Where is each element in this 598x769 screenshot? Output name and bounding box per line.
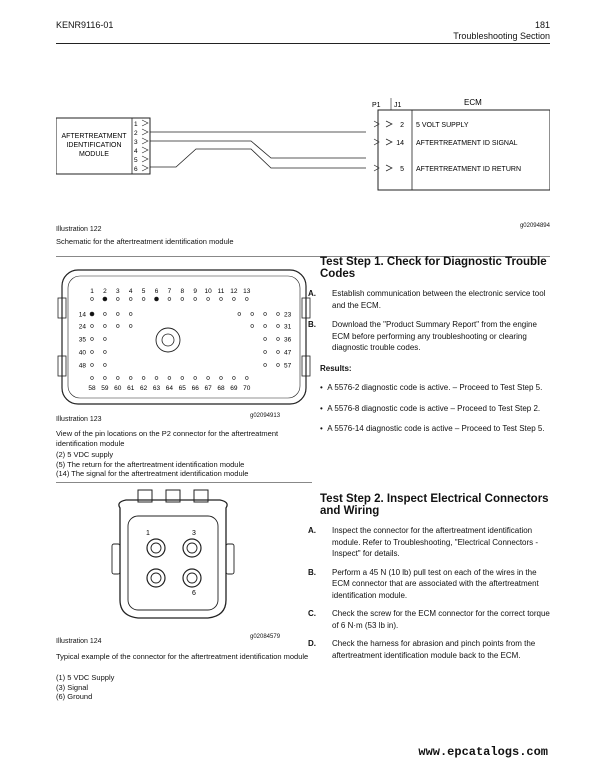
module-pin-4: 4: [134, 148, 138, 155]
p2-pin-number-61: 61: [127, 385, 135, 392]
p2-pin: [233, 298, 236, 301]
j1-label: J1: [394, 102, 402, 109]
module-pin-3: 3: [134, 139, 138, 146]
p2-pin-number-48: 48: [78, 362, 86, 370]
p2-pin: [220, 298, 223, 301]
illustration-124-notes: [56, 673, 314, 702]
p2-pin: [129, 313, 132, 316]
p2-note-5: (5) The return for the aftertreatment identification module: [56, 459, 245, 469]
illustration-123-notes: [56, 450, 314, 479]
illustration-123-code: g02094913: [250, 413, 281, 419]
p2-pin: [116, 313, 119, 316]
p2-pin-number-11: 11: [217, 288, 225, 295]
p2-pin-number-70: 70: [243, 385, 251, 392]
module-pin-2: 2: [134, 130, 138, 137]
connector-pin-cavity: [147, 539, 165, 557]
p2-pin: [233, 377, 236, 380]
p2-pin: [264, 364, 267, 367]
step-2-item-b: B. Perform a 45 N (10 lb) pull test on each of the wires in the ECM connector that are associated with the aftertreatment identification module.: [308, 567, 539, 600]
p2-pin: [264, 313, 267, 316]
step-2-item-d: D. Check the harness for abrasion and pinch points from the aftertreatment identification module back to the ECM.: [308, 639, 536, 660]
p2-pin: [277, 338, 280, 341]
p2-pin: [129, 377, 132, 380]
p2-pin: [155, 377, 158, 380]
p2-pin: [129, 325, 132, 328]
p2-pin: [245, 377, 248, 380]
p2-pin: [181, 377, 184, 380]
p2-pin: [91, 351, 94, 354]
conn-note-3: (3) Signal: [56, 682, 89, 692]
p2-note-2: (2) 5 VDC supply: [56, 450, 114, 459]
p2-pin: [277, 325, 280, 328]
header-rule: [56, 43, 550, 44]
p2-pin-number-10: 10: [204, 288, 212, 295]
p2-pin-number-12: 12: [230, 288, 238, 295]
p2-pin: [104, 325, 107, 328]
module-connector-diagram: [108, 488, 238, 628]
ecm-row-label-14: AFTERTREATMENT ID SIGNAL: [416, 140, 518, 147]
conn-note-6: (6) Ground: [56, 692, 93, 701]
illustration-124-caption: Typical example of the connector for the aftertreatment identification module: [56, 652, 309, 661]
p2-pin: [207, 377, 210, 380]
p2-pin: [245, 298, 248, 301]
connector-housing: [119, 500, 227, 618]
p2-pin: [207, 298, 210, 301]
result-5576-2: • A 5576-2 diagnostic code is active. – Proceed to Test Step 5.: [320, 383, 543, 392]
module-pin-marker-4: [142, 147, 148, 153]
step-1-item-a: A. Establish communication between the electronic service tool and the ECM.: [308, 289, 546, 310]
step-2-title: Test Step 2. Inspect Electrical Connectors and Wiring: [320, 493, 549, 517]
ecm-pin-5: 5: [400, 166, 404, 173]
module-label-line-3: MODULE: [79, 151, 109, 158]
step-2-item-c: C. Check the screw for the ECM connector for the correct torque of 6 N·m (53 lb in).: [308, 609, 550, 630]
p2-pin: [168, 377, 171, 380]
p2-pin-number-66: 66: [191, 385, 199, 392]
p2-pin: [238, 313, 241, 316]
ecm-pin-2: 2: [400, 122, 404, 129]
p2-pin: [104, 313, 107, 316]
p2-pin-number-68: 68: [217, 385, 225, 392]
illustration-124-label: Illustration 124: [56, 638, 102, 645]
p2-pin-number-60: 60: [114, 385, 122, 392]
p2-pin: [251, 313, 254, 316]
p2-pin-number-47: 47: [284, 349, 292, 357]
p2-pin: [104, 364, 107, 367]
p2-pin: [181, 298, 184, 301]
test-step-2: [308, 493, 552, 661]
p2-pin: [116, 377, 119, 380]
p2-pin-number-69: 69: [230, 385, 238, 392]
module-label-line-2: IDENTIFICATION: [66, 142, 122, 149]
p2-pin-number-4: 4: [128, 288, 133, 295]
p2-pin: [91, 377, 94, 380]
p2-note-14: (14) The signal for the aftertreatment identification module: [56, 469, 249, 478]
module-pin-marker-2: [142, 129, 148, 135]
p2-pin: [90, 312, 94, 316]
p2-pin-number-40: 40: [78, 349, 86, 357]
p2-pin: [104, 351, 107, 354]
conn-pin-label-6: 6: [192, 590, 196, 597]
p2-pin-number-14: 14: [78, 311, 86, 319]
illustration-122-code: g02094894: [519, 223, 550, 229]
connector-pin: [187, 543, 197, 553]
step-1-item-b: B. Download the "Product Summary Report" from the engine ECM before performing any troubleshooting or clearing diagnostic trouble codes.: [308, 320, 537, 352]
p2-pin: [155, 297, 159, 301]
result-5576-14: • A 5576-14 diagnostic code is active – Proceed to Test Step 5.: [320, 424, 545, 433]
p2-pin-number-65: 65: [178, 385, 186, 392]
p2-pin-number-63: 63: [152, 385, 161, 392]
connector-pin: [151, 543, 161, 553]
connector-pin: [151, 573, 161, 583]
p2-pin-number-1: 1: [90, 288, 94, 295]
connector-pin-cavity: [183, 539, 201, 557]
ecm-row-label-5: AFTERTREATMENT ID RETURN: [416, 166, 522, 173]
illustration-122-caption: Schematic for the aftertreatment identification module: [56, 237, 234, 246]
module-label-line-1: AFTERTREATMENT: [61, 133, 127, 140]
section-title: Troubleshooting Section: [453, 31, 550, 41]
p2-pin-number-67: 67: [204, 385, 212, 392]
p2-pin-number-64: 64: [165, 385, 174, 392]
p2-pin-number-6: 6: [154, 288, 159, 295]
module-pin-6: 6: [134, 166, 138, 173]
p2-pin: [264, 325, 267, 328]
illustration-122-label: Illustration 122: [56, 226, 102, 233]
p2-pin: [116, 298, 119, 301]
result-5576-8: • A 5576-8 diagnostic code is active – Proceed to Test Step 2.: [320, 403, 541, 413]
p2-pin: [277, 351, 280, 354]
step-2-item-a: A. Inspect the connector for the aftertreatment identification module. Refer to Troubleshooting, "Electrical Connectors - Inspect" for details.: [308, 526, 539, 558]
module-pin-marker-3: [142, 138, 148, 144]
p2-pin: [91, 338, 94, 341]
conn-note-1: (1) 5 VDC Supply: [56, 673, 115, 682]
module-pin-1: 1: [134, 121, 138, 128]
p2-pin: [277, 364, 280, 367]
p2-pin-number-13: 13: [243, 288, 251, 295]
conn-pin-label-1: 1: [146, 530, 150, 537]
p2-pin: [104, 338, 107, 341]
p2-pin: [91, 364, 94, 367]
connector-pin-cavity: [147, 569, 165, 587]
module-pin-5: 5: [134, 157, 138, 164]
doc-id: KENR9116-01: [56, 20, 114, 30]
conn-pin-label-3: 3: [192, 530, 196, 537]
p2-pin-number-24: 24: [78, 323, 86, 331]
p2-pin-number-35: 35: [78, 336, 86, 344]
p2-pin-number-62: 62: [139, 385, 148, 392]
results-label: Results:: [320, 363, 352, 373]
p2-pin-number-31: 31: [284, 323, 292, 331]
ecm-label: ECM: [464, 98, 482, 107]
wire-return: [150, 149, 366, 168]
illustration-123-caption: View of the pin locations on the P2 connector for the aftertreatment identification module: [56, 429, 279, 448]
p2-pin-number-2: 2: [103, 288, 107, 295]
p2-pin: [142, 298, 145, 301]
connector-pin: [187, 573, 197, 583]
p2-pin-number-58: 58: [88, 385, 96, 392]
connector-pin-cavity: [183, 569, 201, 587]
p2-pin-number-57: 57: [284, 362, 292, 370]
p2-pin-number-5: 5: [141, 288, 146, 295]
module-pin-marker-1: [142, 120, 148, 126]
p2-pin: [220, 377, 223, 380]
module-pin-marker-5: [142, 156, 148, 162]
module-pin-marker-6: [142, 165, 148, 171]
p2-pin-number-8: 8: [180, 288, 185, 295]
p2-pin-number-36: 36: [284, 336, 292, 344]
ecm-row-label-2: 5 VOLT SUPPLY: [416, 122, 469, 129]
p2-pin: [91, 325, 94, 328]
p2-pin: [264, 338, 267, 341]
p2-pin-number-9: 9: [193, 288, 198, 295]
p2-pin: [194, 377, 197, 380]
test-step-1: [308, 256, 552, 435]
p2-pin: [129, 298, 132, 301]
p2-pin: [142, 377, 145, 380]
center-bolt: [156, 328, 180, 352]
illustration-123-label: Illustration 123: [56, 416, 102, 423]
p2-pin: [277, 313, 280, 316]
p2-pin: [264, 351, 267, 354]
p2-pin: [104, 377, 107, 380]
watermark: www.epcatalogs.com: [418, 745, 548, 759]
step-1-title: Test Step 1. Check for Diagnostic Trouble Codes: [320, 256, 547, 280]
p2-pin: [91, 298, 94, 301]
p2-pin-number-59: 59: [101, 385, 109, 392]
p2-pin: [251, 325, 254, 328]
illustration-124-code: g02084579: [250, 634, 281, 640]
ecm-pin-14: 14: [396, 140, 404, 147]
p2-pin-number-7: 7: [167, 288, 172, 295]
p2-pin-number-23: 23: [284, 311, 292, 319]
p2-pin: [168, 298, 171, 301]
wiring-schematic: [56, 90, 550, 200]
p2-pin: [103, 297, 107, 301]
p2-connector-diagram: [56, 262, 312, 410]
page-number: 181: [534, 20, 550, 30]
p2-pin: [194, 298, 197, 301]
p2-pin-number-3: 3: [115, 288, 120, 295]
p2-pin: [116, 325, 119, 328]
p1-label: P1: [372, 102, 381, 109]
